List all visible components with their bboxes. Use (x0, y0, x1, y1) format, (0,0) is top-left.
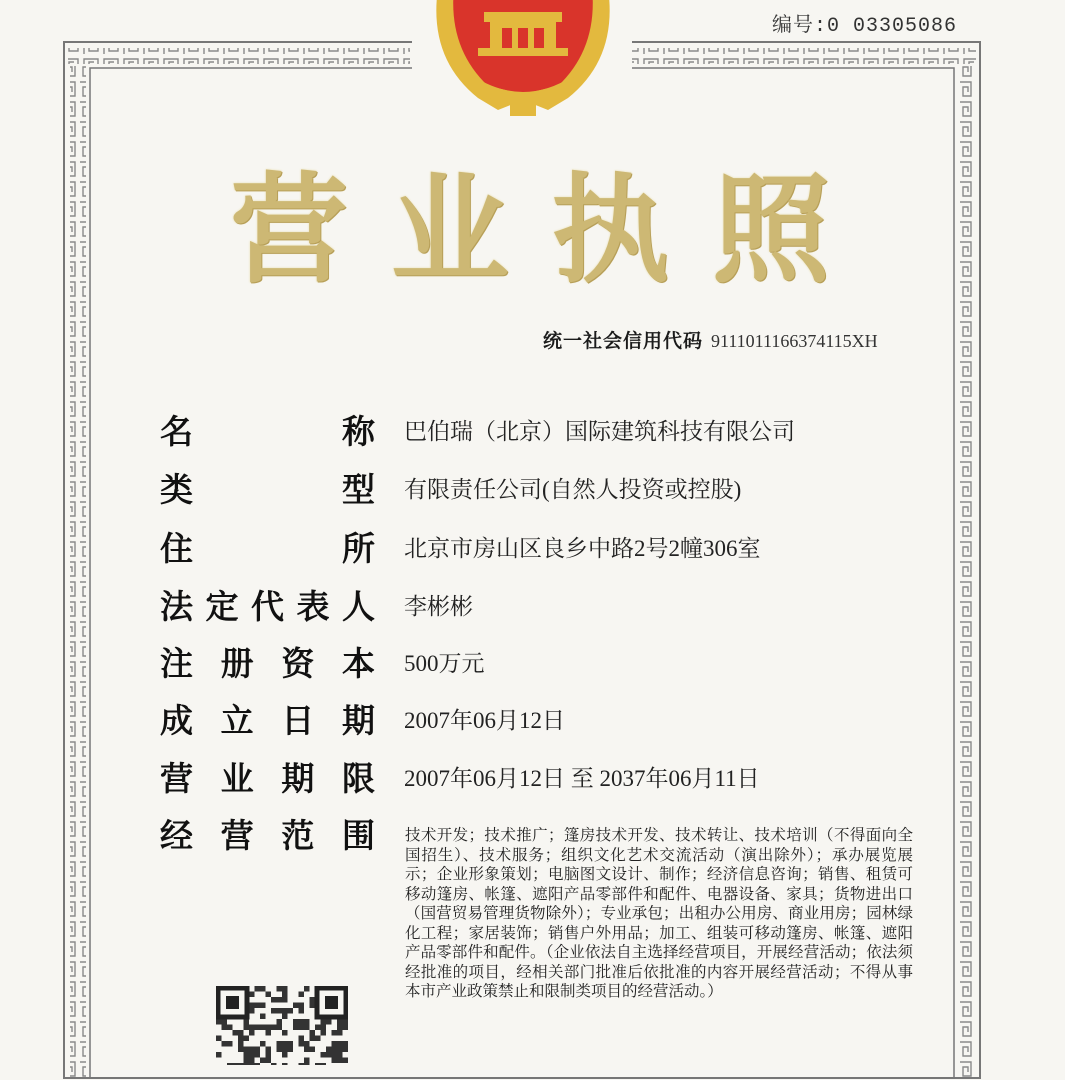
field-label-legal-rep (160, 587, 375, 627)
title-char: 执 (551, 161, 670, 299)
business-term: 2007年06月12日 至 2037年06月11日 (404, 766, 760, 791)
title-char: 业 (390, 161, 509, 299)
label-char: 称 (342, 412, 375, 451)
label-char: 表 (296, 587, 330, 626)
label-char: 限 (341, 759, 375, 798)
credit-code-value: 91110111663741​15XH (711, 331, 878, 351)
registered-capital: 500万元 (404, 651, 485, 676)
label-char: 册 (220, 644, 254, 683)
national-emblem-icon (418, 0, 628, 118)
label-char: 围 (341, 816, 375, 855)
serial-number (772, 8, 957, 38)
label-char: 所 (342, 529, 375, 568)
label-char: 资 (281, 644, 315, 683)
field-label-scope (160, 816, 375, 856)
field-label-name (160, 412, 375, 452)
label-char: 日 (281, 701, 315, 740)
label-char: 注 (160, 644, 193, 683)
label-char: 法 (160, 587, 193, 626)
label-char: 本 (341, 644, 375, 683)
label-char: 营 (160, 759, 193, 798)
field-label-type (160, 470, 375, 510)
label-char: 立 (220, 701, 254, 740)
license-title (230, 160, 830, 300)
field-label-established (160, 701, 375, 741)
serial-label: 编号: (771, 15, 827, 38)
title-char: 营 (230, 161, 349, 299)
label-char: 经 (160, 816, 193, 855)
label-char: 范 (281, 816, 315, 855)
established-date: 2007年06月12日 (404, 708, 565, 733)
label-char: 业 (220, 759, 254, 798)
label-char: 名 (160, 412, 193, 451)
legal-representative: 李彬彬 (404, 594, 473, 619)
serial-value: 0 03305086 (826, 15, 957, 38)
credit-code-label: 统一社会信用代码 (543, 330, 704, 352)
label-char: 人 (342, 587, 375, 626)
field-label-term (160, 759, 375, 799)
business-scope: 技术开发；技术推广；篷房技术开发、技术转让、技术培训（不得面向全国招生）、技术服务；组织文化艺术交流活动（演出除外）；承办展览展示；企业形象策划；电脑图文设计、制作；经济信息咨询；销售、租赁可移动篷房、帐篷、遮阳产品零部件和配件、电器设备、家具；货物进出口（国营贸易管理货物除外）；专业承包；出租办公用房、商业用房；园林绿化工程；家居装饰；销售户外用品；加工、组装可移动篷房、帐篷、遮阳产品零部件和配件。（企业依法自主选择经营项目，开展经营活动；依法须经批准的项目，经相关部门批准后依批准的内容开展经营活动；不得从事本市产业政策禁止和限制类项目的经营活动。） (405, 827, 913, 1000)
label-char: 代 (251, 587, 284, 626)
label-char: 期 (281, 759, 315, 798)
label-char: 住 (160, 529, 193, 568)
label-char: 类 (160, 470, 193, 509)
field-label-capital (160, 644, 375, 684)
label-char: 型 (342, 470, 375, 509)
qr-code-icon (216, 986, 348, 1065)
label-char: 营 (220, 816, 254, 855)
label-char: 定 (205, 587, 239, 626)
label-char: 期 (341, 701, 375, 740)
label-char: 成 (160, 701, 193, 740)
company-name: 巴伯瑞（北京）国际建筑科技有限公司 (404, 419, 795, 444)
company-type: 有限责任公司(自然人投资或控股) (404, 477, 742, 502)
company-address: 北京市房山区良乡中路2号2幢306室 (404, 536, 761, 561)
field-label-address (160, 529, 375, 569)
title-char: 照 (711, 161, 830, 299)
credit-code (543, 326, 878, 353)
